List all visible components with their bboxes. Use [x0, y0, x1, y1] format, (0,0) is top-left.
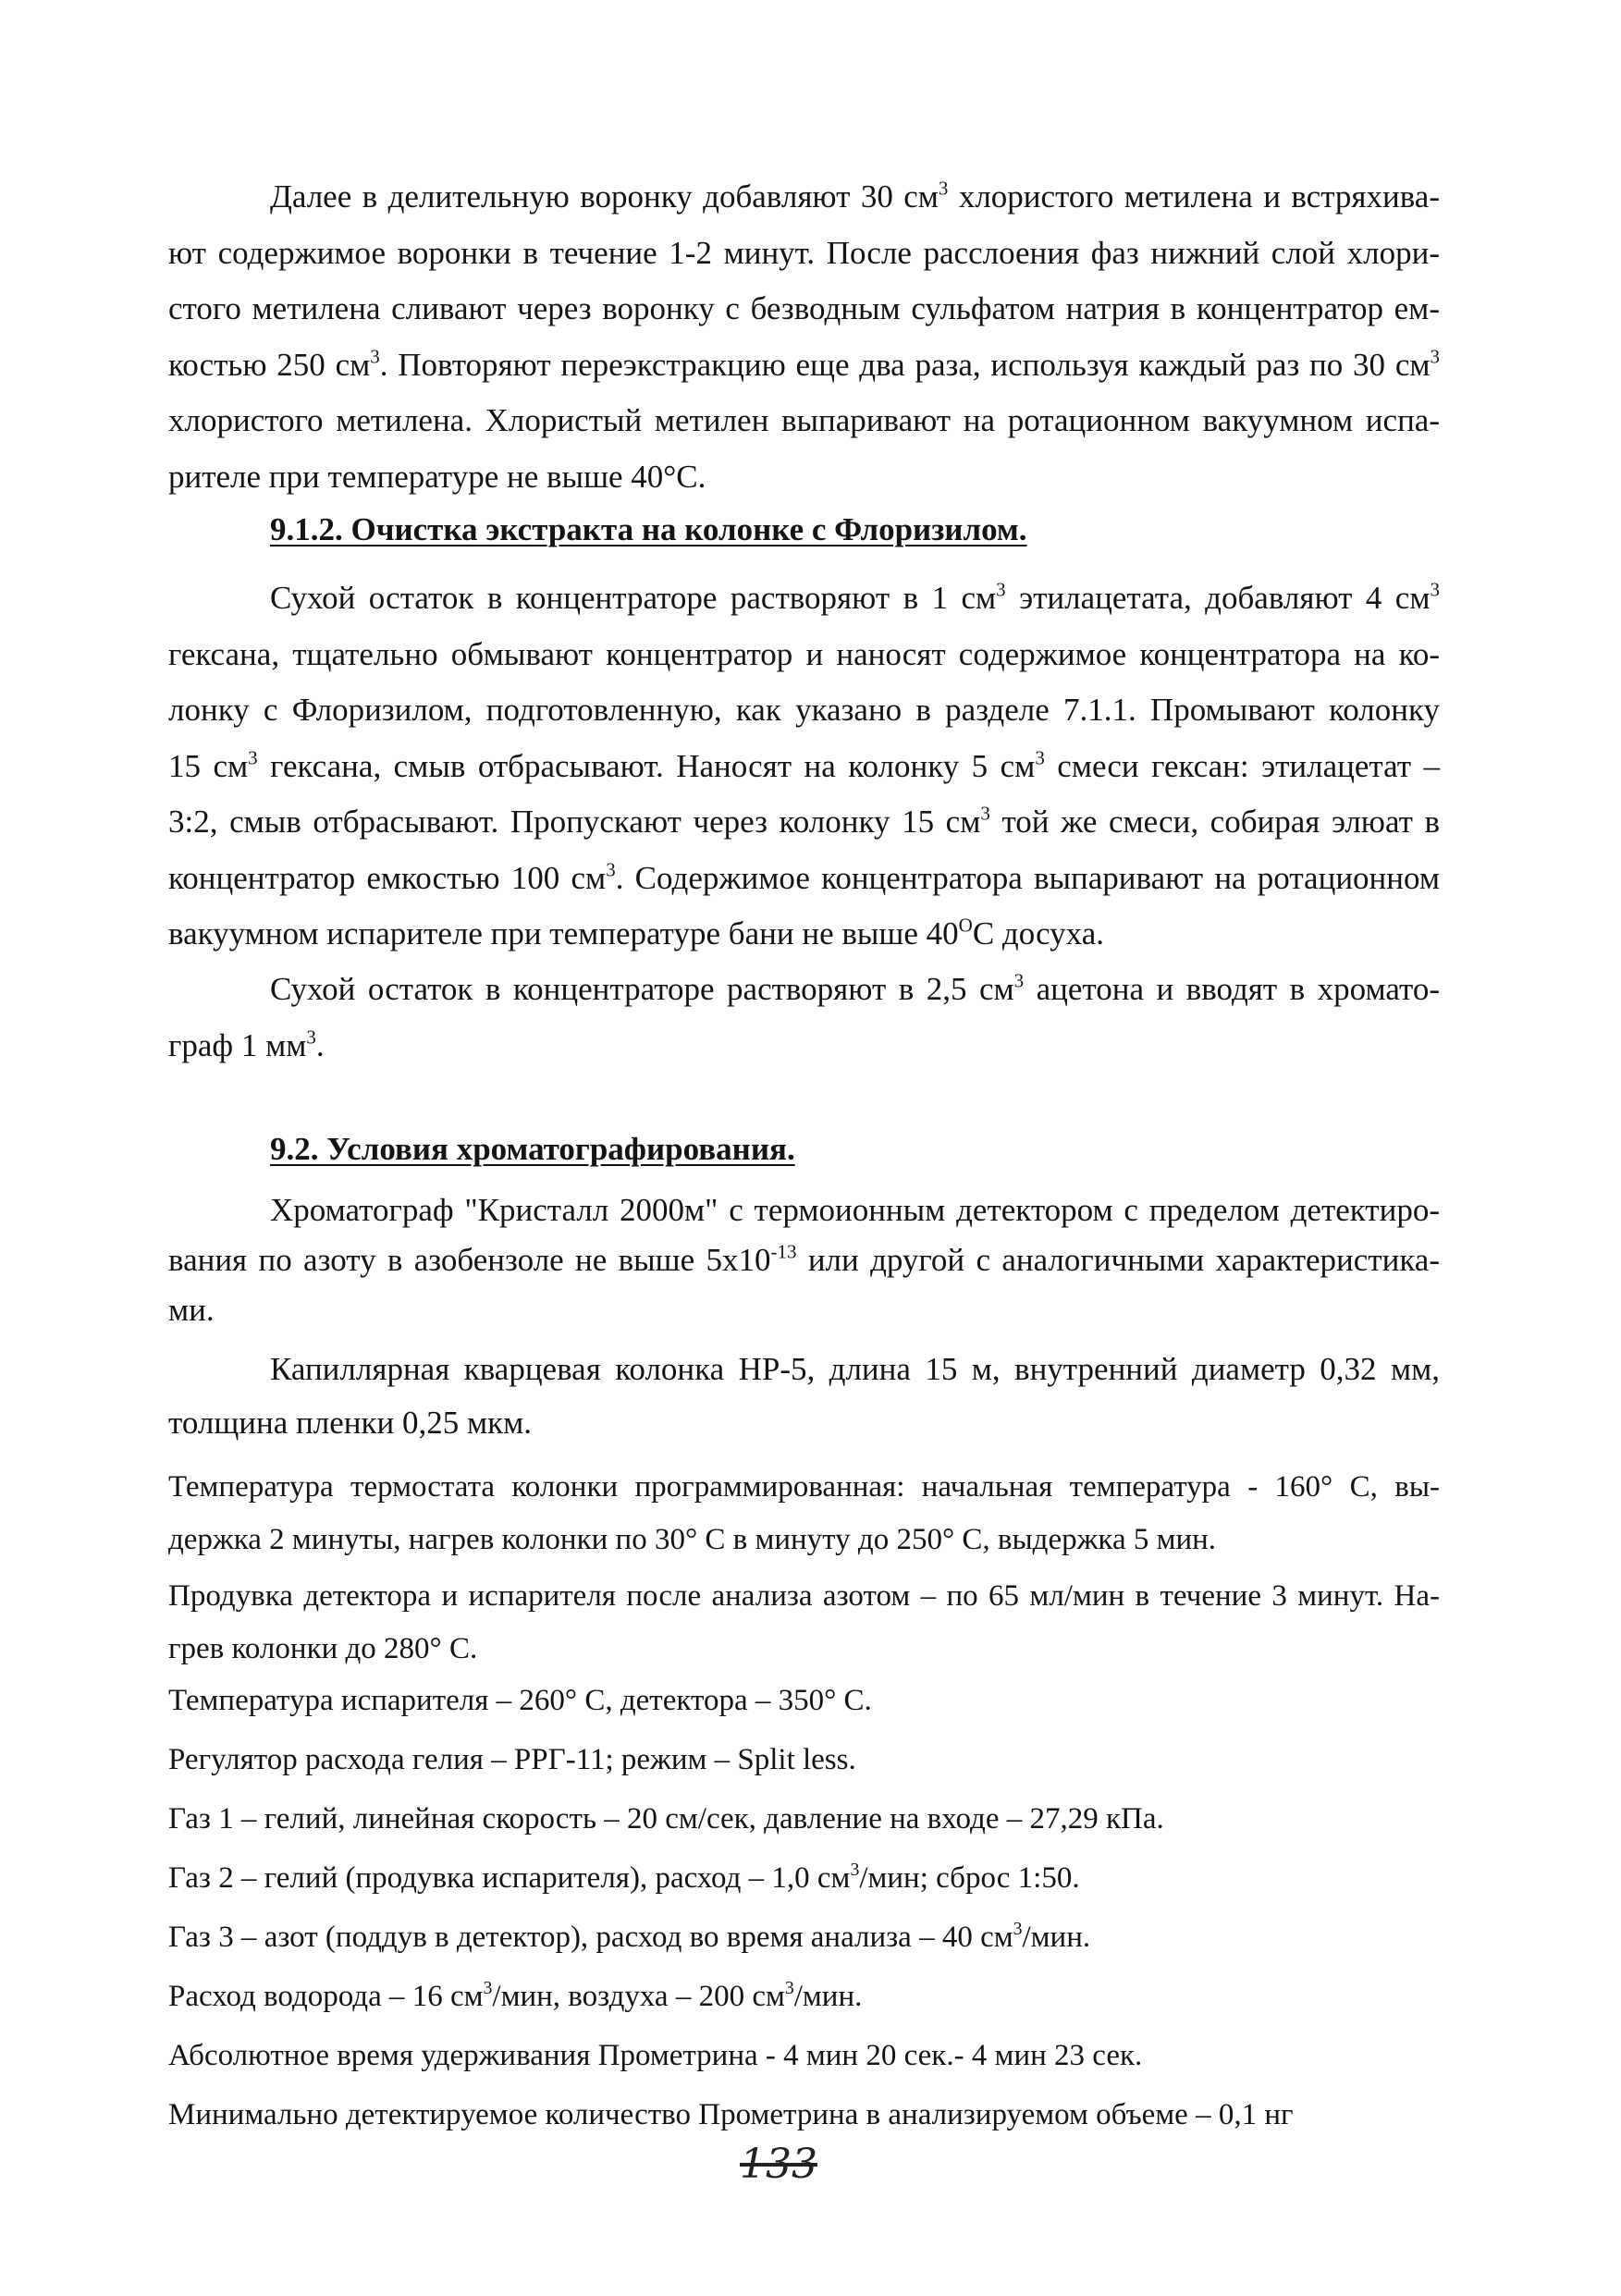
- text-line: Сухой остаток в концентраторе растворяют в 1 $см^3$ этилацетата, добавляют 4 $см^3$: [270, 578, 1440, 616]
- line-helium-regulator: Регулятор расхода гелия – РРГ-11; режим – Split less.: [168, 1743, 856, 1776]
- text-line: гексана, тщательно обмывают концентратор и наносят содержимое концентратора на ко-: [168, 635, 1440, 672]
- paragraph-florisil-cleanup: [168, 571, 1440, 963]
- text-line: костью 250 $см^3$. Повторяют переэкстракцию еще два раза, используя каждый раз по 30 $см^3$: [168, 344, 1440, 383]
- text-line: Температура термостата колонки программированная: начальная температура - 160° С, вы-: [168, 1470, 1440, 1504]
- paragraph-column-temperature: [168, 1461, 1440, 1566]
- text-line: ми.: [168, 1292, 215, 1328]
- text-line: граф 1 $мм^3$.: [168, 1025, 325, 1063]
- text-line: грев колонки до 280° С.: [168, 1632, 478, 1665]
- line-gas-2: Газ 2 – гелий (продувка испарителя), расход – 1,0 $см^3$/мин; сброс 1:50.: [168, 1860, 1080, 1895]
- text-line: рителе при температуре не выше 40°С.: [168, 458, 706, 495]
- paragraph-dissolve-acetone: [168, 962, 1440, 1074]
- line-retention-time: Абсолютное время удерживания Прометрина - 4 мин 20 сек.- 4 мин 23 сек.: [168, 2039, 1143, 2072]
- text-line: толщина пленки 0,25 мкм.: [168, 1405, 533, 1441]
- text-line: хлористого метилена. Хлористый метилен выпаривают на ротационном вакуумном испа-: [168, 402, 1440, 438]
- heading-9-1-2: 9.1.2. Очистка экстракта на колонке с Флоризилом.: [270, 511, 1027, 547]
- paragraph-column: [168, 1343, 1440, 1450]
- text-line: лонку с Флоризилом, подготовленную, как указано в разделе 7.1.1. Промывают колонку: [168, 692, 1440, 728]
- heading-9-2: 9.2. Условия хроматографирования.: [270, 1131, 795, 1167]
- paragraph-purge: [168, 1570, 1440, 1676]
- text-line: Сухой остаток в концентраторе растворяют в 2,5 $см^3$ ацетона и вводят в хромато-: [270, 969, 1440, 1007]
- paragraph-extraction: [168, 169, 1440, 505]
- paragraph-chromatograph: [168, 1185, 1440, 1335]
- text-line: Капиллярная кварцевая колонка НР-5, длина 15 м, внутренний диаметр 0,32 мм,: [270, 1351, 1440, 1387]
- line-detection-limit: Минимально детектируемое количество Прометрина в анализируемом объеме – 0,1 нг: [168, 2098, 1294, 2131]
- text-line: вакуумном испарителе при температуре бани не выше $40^ОС$ досуха.: [168, 914, 1104, 952]
- text-line: Продувка детектора и испарителя после анализа азотом – по 65 мл/мин в течение 3 минут. На-: [168, 1579, 1440, 1613]
- line-hydrogen-air: Расход водорода – 16 $см^3$/мин, воздуха – 200 $см^3$/мин.: [168, 1978, 863, 2013]
- text-line: концентратор емкостью 100 $см^3$. Содержимое концентратора выпаривают на ротационном: [168, 857, 1440, 896]
- text-line: Далее в делительную воронку добавляют 30 $см^3$ хлористого метилена и встряхива-: [270, 177, 1440, 215]
- line-evaporator-temperature: Температура испарителя – 260° С, детектора – 350° С.: [168, 1684, 872, 1717]
- text-line: держка 2 минуты, нагрев колонки по 30° С в минуту до 250° С, выдержка 5 мин.: [168, 1523, 1217, 1556]
- text-line: ют содержимое воронки в течение 1-2 минут. После расслоения фаз нижний слой хлори-: [168, 234, 1440, 271]
- text-line: 3:2, смыв отбрасывают. Пропускают через колонку 15 $см^3$ той же смеси, собирая элюат в: [168, 802, 1440, 840]
- page-number: 133: [740, 2141, 817, 2188]
- text-line: вания по азоту в азобензоле не выше $5х10^{-13}$ или другой с аналогичными характеристика-: [168, 1240, 1440, 1278]
- text-line: Хроматограф "Кристалл 2000м" с термоионным детектором с пределом детектиро-: [270, 1192, 1440, 1228]
- text-line: 15 $см^3$ гексана, смыв отбрасывают. Наносят на колонку 5 $см^3$ смеси гексан: этилацетат –: [168, 745, 1441, 784]
- line-gas-1: Газ 1 – гелий, линейная скорость – 20 см/сек, давление на входе – 27,29 кПа.: [168, 1802, 1164, 1836]
- text-line: стого метилена сливают через воронку с безводным сульфатом натрия в концентратор ем-: [168, 290, 1440, 326]
- line-gas-3: Газ 3 – азот (поддув в детектор), расход во время анализа – 40 $см^3$/мин.: [168, 1919, 1091, 1954]
